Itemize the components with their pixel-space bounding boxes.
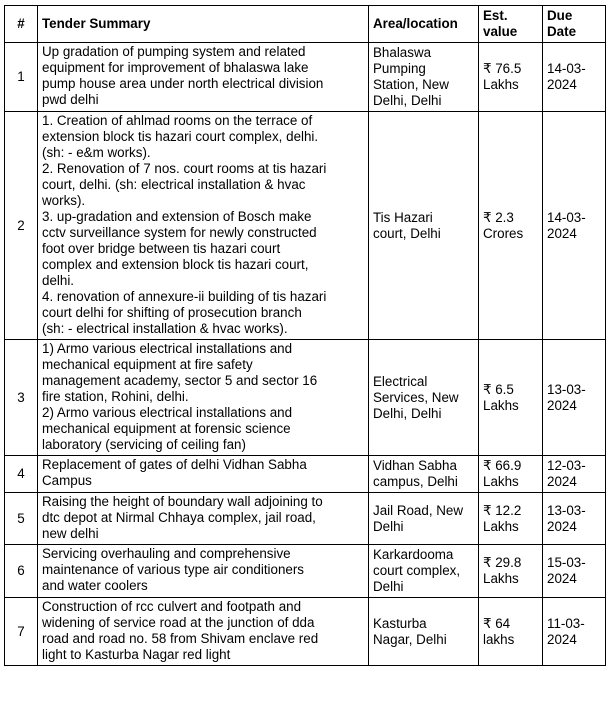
summary-line: light to Kasturba Nagar red light	[42, 647, 231, 662]
table-row	[5, 545, 606, 598]
header-due-line: Date	[547, 24, 577, 39]
summary-line: 1. Creation of ahlmad rooms on the terrace of	[42, 113, 313, 128]
location-line: Delhi, Delhi	[373, 93, 442, 108]
due-date-cell	[543, 43, 606, 112]
header-summary: Tender Summary	[38, 6, 369, 43]
table-row	[5, 112, 606, 340]
header-location: Area/location	[369, 6, 479, 43]
location-line: Electrical	[373, 373, 428, 389]
value-line: Lakhs	[483, 571, 519, 586]
location-line: court, Delhi	[373, 225, 441, 241]
due-date-cell	[543, 598, 606, 666]
tender-summary-cell	[38, 493, 369, 545]
due-line: 15-03-	[547, 555, 586, 570]
location-line: Bhalaswa	[373, 45, 432, 60]
row-number: 6	[5, 545, 38, 598]
summary-line: mechanical equipment at fire safety	[42, 357, 253, 372]
summary-line: Up gradation of pumping system and related	[42, 44, 306, 59]
value-line: Lakhs	[483, 77, 519, 92]
summary-line: cctv surveillance system for newly constructed	[42, 225, 317, 240]
location-line: Tis Hazari	[373, 209, 433, 225]
tender-summary-cell	[38, 598, 369, 666]
header-value	[479, 6, 543, 43]
header-num: #	[5, 6, 38, 43]
location-cell	[369, 493, 479, 545]
tender-summary-cell	[38, 340, 369, 456]
table-row	[5, 493, 606, 545]
summary-line: complex and extension block tis hazari court,	[42, 257, 309, 272]
value-line: Lakhs	[483, 474, 519, 489]
value-line: Lakhs	[483, 397, 519, 413]
table-row	[5, 43, 606, 112]
summary-line: Raising the height of boundary wall adjoining to	[42, 494, 323, 509]
due-date-cell	[543, 112, 606, 340]
due-date-cell	[543, 545, 606, 598]
tender-summary-cell	[38, 545, 369, 598]
summary-line: road and road no. 58 from Shivam enclave red	[42, 631, 319, 646]
due-date-cell	[543, 493, 606, 545]
header-value-line: Est.	[483, 8, 508, 23]
summary-line: 1) Armo various electrical installations and	[42, 341, 293, 356]
due-line: 11-03-	[547, 615, 585, 631]
due-line: 13-03-	[547, 502, 586, 518]
summary-line: foot over bridge between tis hazari court	[42, 241, 281, 256]
header-due-line: Due	[547, 8, 573, 23]
summary-line: Campus	[42, 473, 92, 488]
est-value-cell	[479, 456, 543, 493]
est-value-cell	[479, 598, 543, 666]
location-line: Kasturba	[373, 615, 427, 631]
value-line: ₹ 2.3	[483, 209, 514, 225]
summary-line: fire station, Rohini, delhi.	[42, 389, 189, 404]
due-line: 2024	[547, 518, 577, 534]
value-line: Crores	[483, 225, 524, 241]
row-number: 5	[5, 493, 38, 545]
summary-line: 3. up-gradation and extension of Bosch make	[42, 209, 312, 224]
summary-line: Replacement of gates of delhi Vidhan Sabha	[42, 457, 307, 472]
summary-line: delhi.	[42, 273, 75, 288]
location-line: Pumping	[373, 61, 426, 76]
due-line: 2024	[547, 397, 577, 413]
location-line: court complex,	[373, 563, 461, 578]
row-number: 7	[5, 598, 38, 666]
due-date-cell	[543, 456, 606, 493]
summary-line: laboratory (servicing of ceiling fan)	[42, 437, 246, 452]
tender-summary-cell	[38, 112, 369, 340]
summary-line: management academy, sector 5 and sector 16	[42, 373, 318, 388]
header-row	[5, 6, 606, 43]
due-line: 2024	[547, 571, 577, 586]
summary-line: court delhi for shifting of prosecution branch	[42, 305, 302, 320]
tender-summary-cell	[38, 43, 369, 112]
location-line: Vidhan Sabha	[373, 458, 457, 473]
value-line: ₹ 29.8	[483, 555, 522, 570]
tender-table	[4, 5, 606, 666]
summary-line: new delhi	[42, 526, 99, 541]
summary-line: 2) Armo various electrical installations and	[42, 405, 293, 420]
est-value-cell	[479, 340, 543, 456]
due-line: 12-03-	[547, 458, 586, 473]
row-number: 2	[5, 112, 38, 340]
summary-line: works).	[42, 193, 86, 208]
summary-line: pwd delhi	[42, 92, 99, 107]
value-line: Lakhs	[483, 518, 519, 534]
due-line: 14-03-	[547, 61, 586, 76]
due-date-cell	[543, 340, 606, 456]
location-line: Station, New	[373, 77, 449, 92]
summary-line: 2. Renovation of 7 nos. court rooms at tis hazari	[42, 161, 327, 176]
row-number: 4	[5, 456, 38, 493]
table-row	[5, 340, 606, 456]
est-value-cell	[479, 43, 543, 112]
location-line: Delhi	[373, 579, 404, 594]
summary-line: maintenance of various type air conditioners	[42, 562, 305, 577]
location-line: Services, New	[373, 389, 459, 405]
summary-line: and water coolers	[42, 578, 148, 593]
est-value-cell	[479, 112, 543, 340]
location-line: Delhi, Delhi	[373, 405, 442, 421]
row-number: 1	[5, 43, 38, 112]
location-line: Delhi	[373, 518, 404, 534]
due-line: 2024	[547, 225, 577, 241]
summary-line: widening of service road at the junction of dda	[42, 615, 315, 630]
value-line: ₹ 76.5	[483, 61, 522, 76]
summary-line: 4. renovation of annexure-ii building of tis hazari	[42, 289, 327, 304]
table-row	[5, 456, 606, 493]
location-cell	[369, 43, 479, 112]
due-line: 2024	[547, 631, 577, 647]
due-line: 14-03-	[547, 209, 586, 225]
due-line: 2024	[547, 77, 577, 92]
summary-line: Servicing overhauling and comprehensive	[42, 546, 291, 561]
location-cell	[369, 598, 479, 666]
due-line: 13-03-	[547, 381, 586, 397]
location-line: Nagar, Delhi	[373, 631, 447, 647]
table-row	[5, 598, 606, 666]
summary-line: extension block tis hazari court complex, delhi.	[42, 129, 319, 144]
value-line: lakhs	[483, 631, 515, 647]
est-value-cell	[479, 493, 543, 545]
location-cell	[369, 340, 479, 456]
value-line: ₹ 12.2	[483, 502, 522, 518]
summary-line: pump house area under north electrical division	[42, 76, 324, 91]
value-line: ₹ 6.5	[483, 381, 514, 397]
value-line: ₹ 64	[483, 615, 511, 631]
location-cell	[369, 112, 479, 340]
location-cell	[369, 456, 479, 493]
summary-line: (sh: - electrical installation & hvac works).	[42, 321, 288, 336]
row-number: 3	[5, 340, 38, 456]
location-line: campus, Delhi	[373, 474, 458, 489]
est-value-cell	[479, 545, 543, 598]
summary-line: dtc depot at Nirmal Chhaya complex, jail road,	[42, 510, 316, 525]
location-line: Karkardooma	[373, 547, 454, 562]
summary-line: Construction of rcc culvert and footpath and	[42, 599, 302, 614]
summary-line: (sh: - e&m works).	[42, 145, 151, 160]
summary-line: mechanical equipment at forensic science	[42, 421, 291, 436]
tender-summary-cell	[38, 456, 369, 493]
value-line: ₹ 66.9	[483, 458, 522, 473]
header-value-line: value	[483, 24, 518, 39]
header-due	[543, 6, 606, 43]
due-line: 2024	[547, 474, 577, 489]
location-line: Jail Road, New	[373, 502, 464, 518]
summary-line: equipment for improvement of bhalaswa lake	[42, 60, 309, 75]
location-cell	[369, 545, 479, 598]
summary-line: court, delhi. (sh: electrical installation & hvac	[42, 177, 306, 192]
